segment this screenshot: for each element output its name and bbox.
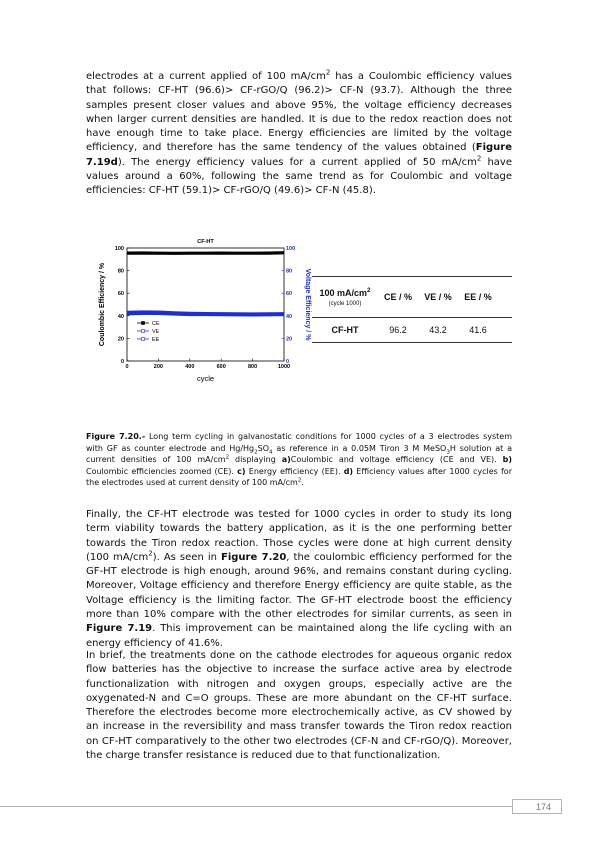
plot-frame <box>127 248 284 361</box>
page-number: 174 <box>512 799 562 814</box>
table-row <box>312 318 512 343</box>
legend-label: VE <box>152 329 160 335</box>
legend-label: CE <box>152 321 160 327</box>
x-tick-label: 600 <box>216 364 226 370</box>
y-right-tick-label: 40 <box>286 313 293 320</box>
y-tick-label: 40 <box>117 313 124 320</box>
y-tick-label: 80 <box>117 268 124 275</box>
legend-label: EE <box>152 337 160 343</box>
y-tick-label: 60 <box>117 291 124 298</box>
table-cell: 96.2 <box>389 325 407 335</box>
y-tick-label: 100 <box>114 246 124 252</box>
efficiency-table <box>312 276 512 343</box>
legend-marker <box>142 338 145 341</box>
x-tick-label: 800 <box>248 364 258 370</box>
table-column-header: VE / % <box>424 292 452 302</box>
y-right-tick-label: 100 <box>286 246 296 252</box>
table-column-header: CE / % <box>383 292 412 302</box>
y-axis-label: Coulombic Efficiency / % <box>99 262 106 347</box>
y-tick-label: 0 <box>120 359 124 365</box>
y-right-axis-label: Voltage Efficiency / % <box>304 268 311 341</box>
y-right-tick-label: 80 <box>286 268 293 275</box>
figure-caption: Figure 7.20.- Long term cycling in galvanostatic conditions for 1000 cycles of a 3 electrodes system with GF as counter electrode and $Hg/Hg_2SO_4$ as reference in a 0.05M Tiron 3 M MeSO$_3$H solution at a current densities of 100 $mA/cm^2$ displaying a)Coulombic and voltage efficiency (CE and VE). b) Coulombic efficiencies zoomed (CE). c) Energy efficiency (EE). d) Efficiency values after 1000 cycles for the electrodes used at current density of 100 $mA/cm^2$. <box>86 432 512 488</box>
y-tick-label: 20 <box>117 336 124 343</box>
figure-ref: Figure 7.20 <box>221 551 287 563</box>
table-cell: 41.6 <box>469 325 487 335</box>
series-line-ee <box>127 314 284 316</box>
series-line-ce <box>127 253 284 254</box>
x-tick-label: 1000 <box>277 364 291 370</box>
footer-rule <box>0 806 512 807</box>
table-cell: 43.2 <box>429 325 447 335</box>
x-axis-label: cycle <box>196 374 215 383</box>
table-column-header: EE / % <box>464 292 492 302</box>
legend-marker <box>142 322 145 325</box>
y-right-tick-label: 20 <box>286 336 293 343</box>
efficiency-chart <box>92 230 322 395</box>
figure-ref: Figure 7.19d <box>86 142 512 168</box>
figure-ref: Figure 7.19 <box>86 623 153 635</box>
legend-marker <box>142 330 145 333</box>
body-paragraph-1: electrodes at a current applied of 100 $mA/cm^2$ has a Coulombic efficiency values that follows: CF-HT (96.6)> CF-rGO/Q (96.2)> CF-N (93.7). Although the three samples present closer values and above 95%, the voltage efficiency decreases when larger current densities are handled. It is due to the redox reaction does not have enough time to take place. Energy efficiencies are limited by the voltage efficiency, and therefore has the same tendency of the values obtained (Figure 7.19d). The energy efficiency values for a current applied of 50 $mA/cm^2$ have values around a 60%, following the same trend as for Coulombic and voltage efficiencies: CF-HT (59.1)> CF-rGO/Q (49.6)> CF-N (45.8). <box>86 68 513 197</box>
x-tick-label: 0 <box>125 364 129 370</box>
y-right-tick-label: 0 <box>286 359 290 365</box>
table-row-label: CF-HT <box>331 325 359 335</box>
table-header-row <box>312 276 512 318</box>
table-condition-cell: 100 $mA/cm^2$ (cycle 1000) <box>319 286 371 307</box>
y-right-tick-label: 60 <box>286 291 293 298</box>
body-paragraph-2: Finally, the CF-HT electrode was tested for 1000 cycles in order to study its long term viability towards the battery application, as it is the one performing better towards the Tiron redox reaction. Those cycles were done at high current density (100 $mA/cm^2$). As seen in Figure 7.20, the coulombic efficiency performed for the GF-HT electrode is high enough, around 96%, and remains constant during cycling. Moreover, Voltage efficiency and therefore Energy efficiency are quite stable, as the Voltage efficiency is the limiting factor. The GF-HT electrode boost the efficiency more than 10% compare with the other electrodes for similar currents, as seen in Figure 7.19. This improvement can be maintained along the life cycling with an energy efficiency of 41.6%. <box>86 509 513 649</box>
body-paragraph-3: In brief, the treatments done on the cathode electrodes for aqueous organic redox flow batteries has the objective to increase the surface active area by electrode functionalization with nitrogen and oxygen groups, especially active are the oxygenated-N and C=O groups. These are more abundant on the CF-HT surface. Therefore the electrodes become more electrochemically active, as CV showed by an increase in the reversibility and mass transfer towards the Tiron redox reaction on CF-HT comparatively to the other two electrodes (CF-N and CF-rGO/Q). Moreover, the charge transfer resistance is reduced due to that functionalization. <box>86 650 512 762</box>
x-tick-label: 400 <box>185 364 195 370</box>
chart-title: CF-HT <box>197 239 214 245</box>
x-tick-label: 200 <box>153 364 163 370</box>
